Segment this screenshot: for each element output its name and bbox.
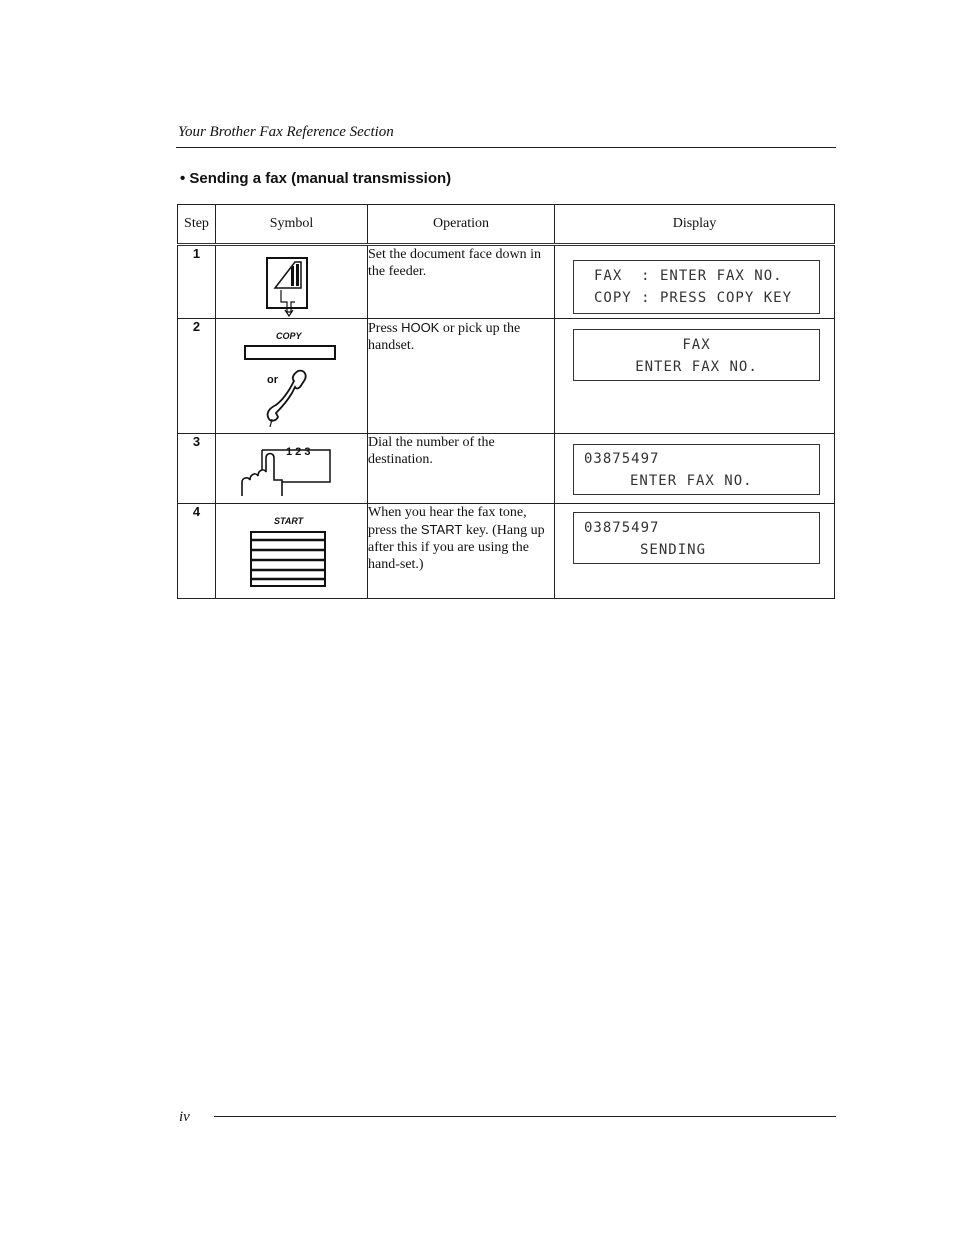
operation-text: Dial the number of the destination. — [368, 434, 555, 504]
lcd-display — [573, 444, 820, 495]
lcd-line: ENTER FAX NO. — [635, 359, 758, 375]
header-step: Step — [178, 205, 216, 245]
table-row — [178, 319, 835, 434]
operation-text: key. (Hang up after this if you are using the hand-set.) — [368, 523, 545, 572]
symbol-cell — [216, 245, 368, 319]
display-cell — [555, 434, 835, 504]
hook-key-text: HOOK — [401, 320, 440, 335]
start-key-icon — [250, 531, 326, 587]
lcd-display — [573, 512, 820, 564]
display-cell — [555, 245, 835, 319]
operation-cell — [368, 504, 555, 599]
lcd-display — [573, 260, 820, 314]
header-symbol: Symbol — [216, 205, 368, 245]
display-cell — [555, 504, 835, 599]
running-header: Your Brother Fax Reference Section — [178, 124, 394, 140]
lcd-line: FAX : ENTER FAX NO. — [594, 268, 783, 284]
dial-digits: 1 2 3 — [286, 446, 311, 458]
operation-cell — [368, 319, 555, 434]
step-number: 4 — [178, 504, 216, 599]
page-number: iv — [179, 1109, 190, 1125]
symbol-cell — [216, 319, 368, 434]
start-key-label: START — [274, 516, 304, 526]
lcd-line: ENTER FAX NO. — [630, 473, 753, 489]
step-number: 2 — [178, 319, 216, 434]
symbol-cell — [216, 504, 368, 599]
operation-text: Set the document face down in the feeder. — [368, 245, 555, 319]
footer-rule — [214, 1116, 836, 1117]
or-label: or — [267, 374, 278, 386]
lcd-line: 03875497 — [584, 451, 660, 467]
section-title: • Sending a fax (manual transmission) — [180, 170, 452, 187]
step-number: 3 — [178, 434, 216, 504]
operation-text: Press — [368, 321, 402, 336]
lcd-line: SENDING — [640, 542, 707, 558]
step-number: 1 — [178, 245, 216, 319]
table-row — [178, 245, 835, 319]
copy-key-icon — [244, 345, 336, 360]
document-feeder-icon — [261, 252, 321, 318]
lcd-line: 03875497 — [584, 520, 660, 536]
copy-key-label: COPY — [276, 331, 302, 341]
operation-text: When you hear the fax tone, press the — [368, 505, 527, 538]
header-display: Display — [555, 205, 835, 245]
lcd-line: FAX — [682, 337, 711, 353]
table-header-row — [178, 205, 835, 245]
symbol-cell — [216, 434, 368, 504]
header-operation: Operation — [368, 205, 555, 245]
lcd-line: COPY : PRESS COPY KEY — [594, 290, 793, 306]
display-cell — [555, 319, 835, 434]
steps-table — [177, 204, 835, 599]
lcd-display — [573, 329, 820, 381]
header-rule — [176, 147, 836, 148]
handset-icon — [264, 367, 314, 429]
table-row — [178, 504, 835, 599]
start-key-text: START — [420, 522, 463, 537]
table-row — [178, 434, 835, 504]
operation-text: or pick up the handset. — [368, 321, 521, 353]
